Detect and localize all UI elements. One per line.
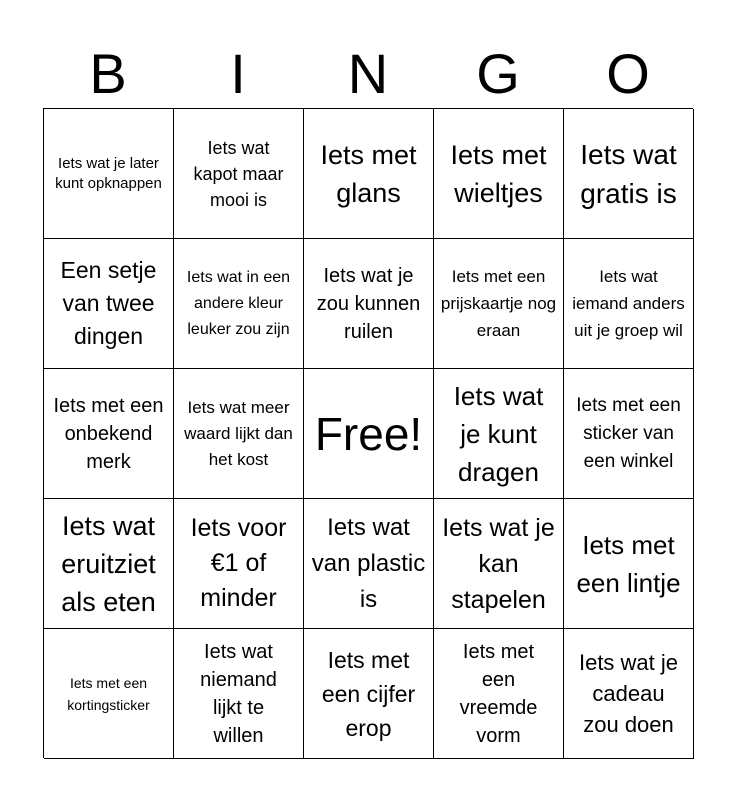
bingo-cell[interactable]: [564, 369, 694, 499]
cell-text: Iets wat eruitziet als eten: [61, 510, 156, 617]
cell-text: Iets met een cijfer erop: [321, 646, 416, 741]
bingo-cell[interactable]: [174, 109, 304, 239]
bingo-cell[interactable]: [44, 499, 174, 629]
bingo-cell[interactable]: [304, 499, 434, 629]
bingo-cell[interactable]: [44, 239, 174, 369]
header-letter-o: O: [606, 42, 650, 105]
bingo-cell[interactable]: [434, 109, 564, 239]
cell-text: Iets met een sticker van een winkel: [576, 394, 681, 472]
bingo-grid: [43, 108, 693, 758]
cell-text: Iets voor €1 of minder: [190, 514, 287, 612]
header-letter-g: G: [476, 42, 520, 105]
bingo-cell[interactable]: [564, 239, 694, 369]
cell-text: Een setje van twee dingen: [60, 257, 157, 349]
bingo-cell[interactable]: [434, 499, 564, 629]
cell-text: Iets wat van plastic is: [311, 513, 426, 613]
cell-text: Iets wat meer waard lijkt dan het kost: [184, 397, 293, 469]
bingo-cell[interactable]: [44, 369, 174, 499]
header-letter-b: B: [89, 42, 127, 105]
bingo-cell[interactable]: [174, 239, 304, 369]
cell-text: Iets met een vreemde vorm: [459, 640, 538, 747]
cell-text: Iets met een onbekend merk: [53, 394, 164, 473]
cell-text: Iets wat kapot maar mooi is: [193, 137, 284, 210]
bingo-cell[interactable]: [44, 629, 174, 759]
bingo-header: [43, 40, 693, 108]
bingo-cell[interactable]: [434, 629, 564, 759]
bingo-cell[interactable]: [174, 629, 304, 759]
bingo-cell[interactable]: [304, 629, 434, 759]
cell-text: Iets met wieltjes: [450, 139, 547, 208]
cell-text: Iets wat gratis is: [580, 138, 677, 209]
cell-text: Iets wat niemand lijkt te willen: [200, 640, 277, 747]
cell-text: Iets wat je zou kunnen ruilen: [316, 264, 421, 343]
bingo-cell[interactable]: [44, 109, 174, 239]
cell-text: Iets met glans: [320, 139, 417, 208]
cell-text: Free!: [314, 407, 423, 460]
bingo-cell[interactable]: [174, 499, 304, 629]
cell-text: Iets met een kortingsticker: [67, 674, 150, 713]
cell-text: Iets wat je kunt dragen: [453, 380, 544, 487]
cell-text: Iets wat in een andere kleur leuker zou zijn: [186, 268, 291, 338]
bingo-cell[interactable]: [174, 369, 304, 499]
free-space[interactable]: [304, 369, 434, 499]
header-letter-n: N: [347, 42, 389, 105]
bingo-cell[interactable]: [564, 629, 694, 759]
bingo-cell[interactable]: [434, 369, 564, 499]
cell-text: Iets met een prijskaartje nog eraan: [440, 267, 557, 340]
cell-text: Iets wat iemand anders uit je groep wil: [572, 267, 685, 340]
cell-text: Iets wat je later kunt opknappen: [55, 154, 162, 192]
bingo-cell[interactable]: [564, 109, 694, 239]
bingo-cell[interactable]: [304, 109, 434, 239]
bingo-cell[interactable]: [564, 499, 694, 629]
cell-text: Iets met een lintje: [576, 529, 681, 598]
bingo-cell[interactable]: [304, 239, 434, 369]
cell-text: Iets wat je kan stapelen: [442, 513, 555, 614]
cell-text: Iets wat je cadeau zou doen: [578, 650, 679, 737]
bingo-cell[interactable]: [434, 239, 564, 369]
header-letter-i: I: [230, 42, 246, 105]
